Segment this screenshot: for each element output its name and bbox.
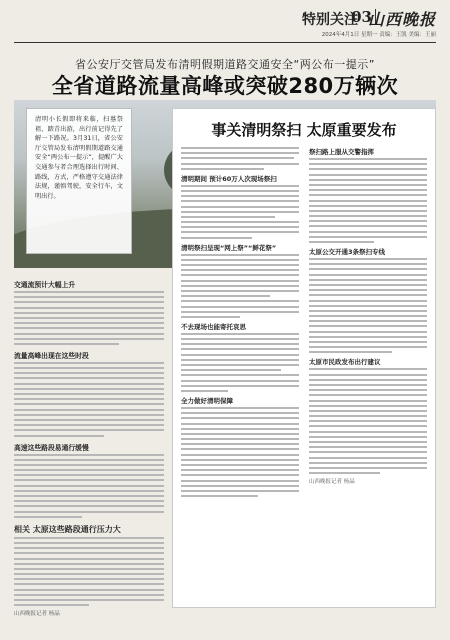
article-headline: 全省道路流量高峰或突破280万辆次 — [51, 74, 399, 98]
feature-column-left — [181, 147, 299, 497]
page-number: 03 — [351, 8, 372, 26]
dateline: 2024年4月1日 星期一 责编：王凯 美编：王丽 — [321, 32, 436, 38]
feature-subhead: 祭扫路上服从交警指挥 — [309, 148, 374, 156]
main-article-column — [14, 274, 164, 617]
article-subhead: 高速这些路段易通行缓慢 — [14, 443, 89, 452]
section-name: 特别关注 — [302, 12, 358, 28]
feature-subhead: 全力做好清明保障 — [181, 396, 233, 405]
related-subhead: 相关 太原这些路段通行压力大 — [14, 524, 121, 534]
article-kicker: 省公安厅交管局发布清明假期道路交通安全“两公布一提示” — [75, 58, 375, 71]
feature-panel — [172, 108, 436, 608]
article-subhead: 交通流预计大幅上升 — [14, 281, 76, 289]
callout-text: 清明小长假即将来临，扫墓祭祖、踏青出游，出行前记得先了解一下路况。3月31日，省公安厅交管局发布清明假期道路交通安全“两公布一提示”，提醒广大交通参与者合理选择出行时间、路线，方式，严格遵守交通法律法规，谨慎驾驶，安全行车，文明出行。 — [35, 116, 123, 200]
article-credit: 山西晚报记者 杨晶 — [14, 611, 60, 618]
page-header — [14, 6, 436, 43]
feature-subhead: 清明祭扫呈现“网上祭”“鲜花祭” — [181, 243, 277, 252]
newspaper-logo: 山西晚报 — [367, 10, 436, 29]
feature-subhead: 不去现场也能寄托哀思 — [181, 322, 246, 331]
feature-subhead: 太原公交开通3条祭扫专线 — [309, 248, 386, 256]
feature-title: 事关清明祭扫 太原重要发布 — [211, 121, 397, 139]
feature-column-right — [309, 147, 427, 485]
feature-subhead: 清明期间 预计60万人次现场祭扫 — [181, 174, 277, 183]
body-text-lines — [181, 147, 299, 170]
lead-callout — [26, 108, 132, 254]
article-subhead: 流量高峰出现在这些时段 — [14, 351, 89, 360]
feature-subhead: 太原市民政发布出行建议 — [309, 358, 381, 367]
feature-credit: 山西晚报记者 杨晶 — [309, 479, 355, 486]
body-text-lines — [14, 291, 164, 345]
